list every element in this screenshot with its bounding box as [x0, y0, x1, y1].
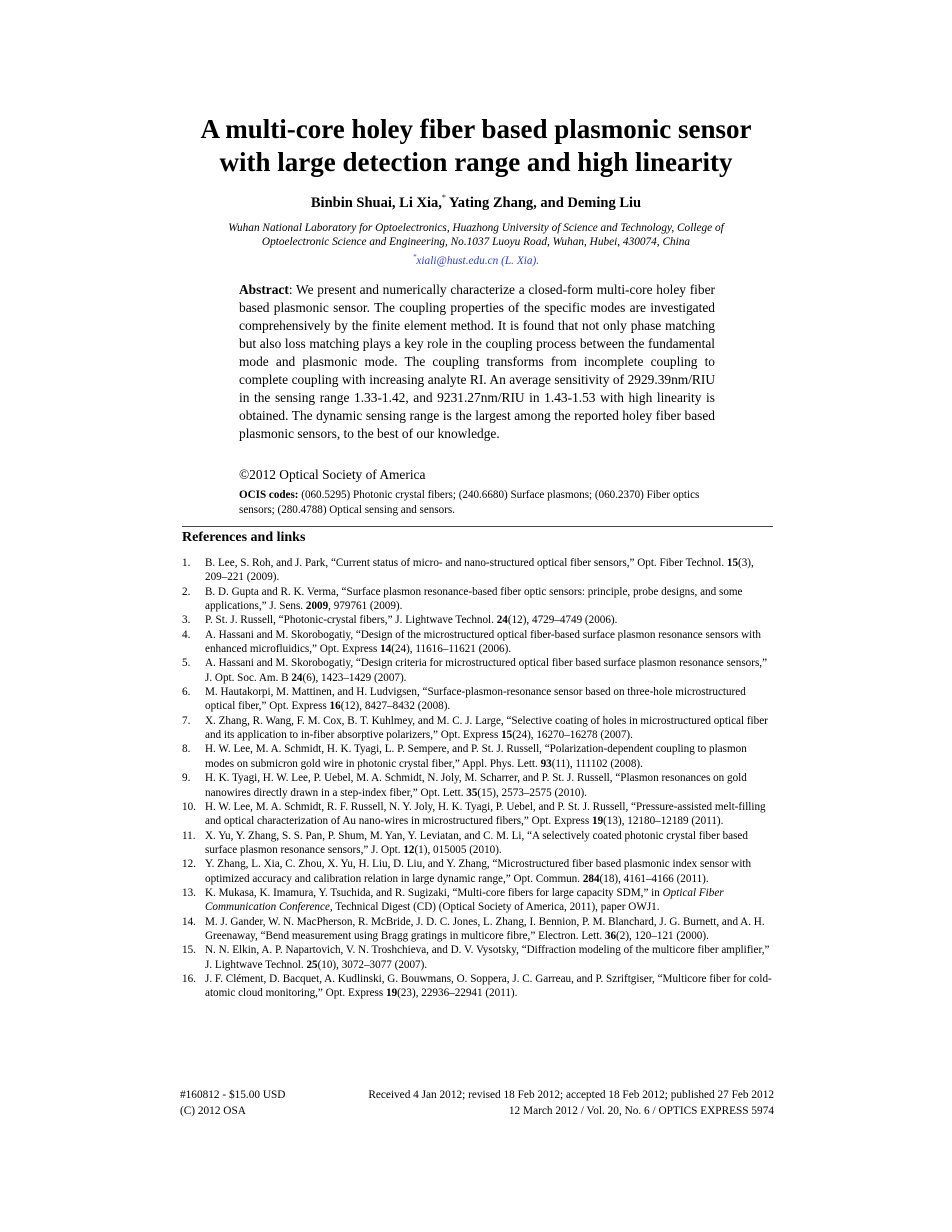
reference-volume: 19	[592, 815, 604, 828]
reference-number: 7.	[182, 714, 191, 727]
reference-tail: (13), 12180–12189 (2011).	[603, 815, 724, 828]
reference-number: 10.	[182, 800, 196, 813]
reference-tail: (6), 1423–1429 (2007).	[302, 671, 407, 684]
reference-tail: (24), 16270–16278 (2007).	[512, 729, 633, 742]
corresponding-mark: *	[441, 193, 446, 202]
reference-item	[182, 829, 774, 858]
reference-volume: 93	[540, 757, 552, 770]
reference-item	[182, 742, 774, 771]
footer-dates: Received 4 Jan 2012; revised 18 Feb 2012; accepted 18 Feb 2012; published 27 Feb 2012	[368, 1089, 774, 1101]
reference-item	[182, 857, 774, 886]
reference-tail: , 979761 (2009).	[328, 600, 403, 613]
page-footer	[180, 1087, 774, 1119]
abstract-text: : We present and numerically characterize a closed-form multi-core holey fiber based plasmonic sensor. The coupling properties of the specific modes are investigated comprehensively by the finite element method. It is found that not only phase matching but also loss matching plays a key role in the coupling process between the fundamental mode and plasmonic mode. The coupling transforms from incomplete coupling to complete coupling with increasing analyte RI. An average sensitivity of 2929.39nm/RIU in the sensing range 1.33-1.42, and 9231.27nm/RIU in 1.43-1.53 with high linearity is obtained. The dynamic sensing range is the largest among the reported holey fiber based plasmonic sensors, to the best of our knowledge.	[239, 282, 715, 441]
reference-item	[182, 943, 774, 972]
reference-number: 15.	[182, 944, 196, 957]
reference-tail: (15), 2573–2575 (2010).	[477, 786, 587, 799]
reference-item	[182, 556, 774, 585]
reference-item	[182, 685, 774, 714]
title-line-1: A multi-core holey fiber based plasmonic sensor	[200, 114, 752, 144]
email-star: *	[412, 252, 417, 261]
reference-item	[182, 886, 774, 915]
reference-item	[182, 656, 774, 685]
reference-number: 4.	[182, 628, 191, 641]
reference-tail: (10), 3072–3077 (2007).	[317, 958, 428, 971]
reference-number: 6.	[182, 686, 191, 699]
authors-part-2: Yating Zhang, and Deming Liu	[445, 195, 642, 211]
reference-number: 5.	[182, 657, 191, 670]
reference-tail: (11), 111102 (2008).	[551, 757, 643, 770]
ocis-text: (060.5295) Photonic crystal fibers; (240.6680) Surface plasmons; (060.2370) Fiber optics sensors; (280.4788) Optical sensing and sensors.	[239, 489, 700, 516]
ocis-codes	[239, 488, 719, 518]
affiliation-line-2: Optoelectronic Science and Engineering, No.1037 Luoyu Road, Wuhan, Hubei, 430074, China	[261, 236, 691, 249]
reference-text: H. K. Tyagi, H. W. Lee, P. Uebel, M. A. Schmidt, N. Joly, M. Scharrer, and P. St. J. Russell, “Plasmon resonances on gold nanowires directly drawn in a step-index fiber,” Opt. Lett.	[205, 772, 747, 799]
reference-item	[182, 628, 774, 657]
reference-text: X. Yu, Y. Zhang, S. S. Pan, P. Shum, M. Yan, Y. Leviatan, and C. M. Li, “A selectively coated photonic crystal fiber based surface plasmon resonance sensors,” J. Opt.	[205, 829, 748, 856]
reference-item	[182, 714, 774, 743]
reference-text: N. N. Elkin, A. P. Napartovich, V. N. Troshchieva, and D. V. Vysotsky, “Diffraction modeling of the multicore fiber amplifier,” J. Lightwave Technol.	[205, 944, 770, 971]
reference-text: B. Lee, S. Roh, and J. Park, “Current status of micro- and nano-structured optical fiber sensors,” Opt. Fiber Technol.	[205, 557, 727, 569]
reference-text: A. Hassani and M. Skorobogatiy, “Design of the microstructured optical fiber-based surface plasmon resonance sensors with enhanced microfluidics,” Opt. Express	[205, 628, 761, 656]
reference-volume: 35	[466, 786, 478, 799]
reference-tail: (23), 22936–22941 (2011).	[397, 987, 518, 1000]
reference-volume: 36	[604, 929, 617, 942]
reference-text: B. D. Gupta and R. K. Verma, “Surface plasmon resonance-based fiber optic sensors: principle, probe designs, and some applications,” J. Sens.	[205, 585, 743, 613]
reference-tail: (2), 120–121 (2000).	[616, 929, 709, 942]
reference-text: Y. Zhang, L. Xia, C. Zhou, X. Yu, H. Liu, D. Liu, and Y. Zhang, “Microstructured fiber based plasmonic index sensor with optimized accuracy and calibration relation in large dynamic range,” Opt. Commun.	[205, 858, 752, 885]
footer-copyright: (C) 2012 OSA	[180, 1105, 246, 1117]
authors-part-1: Binbin Shuai, Li Xia,	[310, 195, 442, 211]
author-list	[150, 195, 802, 212]
abstract-label: Abstract	[239, 282, 289, 297]
reference-item	[182, 800, 774, 829]
reference-text: X. Zhang, R. Wang, F. M. Cox, B. T. Kuhlmey, and M. C. J. Large, “Selective coating of holes in microstructured optical fiber and its application to in-fiber absorptive polarizers,” Opt. Express	[205, 714, 768, 742]
reference-number: 13.	[182, 886, 196, 899]
reference-volume: 14	[380, 643, 392, 656]
ocis-label: OCIS codes:	[239, 489, 299, 501]
reference-tail: Technical Digest (CD) (Optical Society of America, 2011), paper OWJ1.	[332, 901, 660, 914]
reference-number: 2.	[182, 585, 191, 598]
reference-volume: 19	[386, 987, 398, 1000]
reference-number: 8.	[182, 743, 191, 756]
reference-volume: 15	[501, 729, 513, 742]
reference-text: J. F. Clément, D. Bacquet, A. Kudlinski, G. Bouwmans, O. Soppera, J. C. Garreau, and P. Szriftgiser, “Multicore fiber for cold-atomic cloud monitoring,” Opt. Express	[205, 972, 772, 1000]
reference-item	[182, 771, 774, 800]
reference-list	[182, 556, 774, 1001]
reference-tail: (1), 015005 (2010).	[414, 843, 502, 856]
reference-number: 9.	[182, 772, 191, 785]
reference-number: 14.	[182, 915, 196, 928]
reference-volume: 25	[306, 958, 318, 971]
reference-text: P. St. J. Russell, “Photonic-crystal fibers,” J. Lightwave Technol.	[205, 614, 497, 627]
reference-text: M. J. Gander, W. N. MacPherson, R. McBride, J. D. C. Jones, L. Zhang, I. Bennion, P. M. Blanchard, J. G. Burnett, and A. H. Greenaway, “Bend measurement using Bragg gratings in multicore fibre,” Electron. Lett.	[205, 915, 765, 942]
reference-text: K. Mukasa, K. Imamura, Y. Tsuchida, and R. Sugizaki, “Multi-core fibers for large capacity SDM,” in	[205, 886, 663, 899]
reference-number: 3.	[182, 614, 191, 627]
reference-volume: 12	[403, 843, 415, 856]
paper-title	[150, 113, 802, 179]
reference-number: 1.	[182, 557, 191, 569]
reference-volume: 15	[726, 557, 739, 569]
reference-volume: 2009	[305, 600, 329, 613]
footer-journal: 12 March 2012 / Vol. 20, No. 6 / OPTICS EXPRESS 5974	[508, 1105, 774, 1117]
email-line	[185, 250, 767, 268]
reference-text: H. W. Lee, M. A. Schmidt, R. F. Russell, N. Y. Joly, H. K. Tyagi, P. Uebel, and P. St. J. Russell, “Pressure-assisted melt-filling and optical characterization of Au nano-wires in microstructured fibers,” Opt. Express	[205, 800, 766, 828]
reference-item	[182, 972, 774, 1001]
section-divider	[182, 526, 773, 527]
references-heading: References and links	[182, 530, 306, 545]
copyright-notice: ©2012 Optical Society of America	[239, 467, 426, 482]
reference-text: H. W. Lee, M. A. Schmidt, H. K. Tyagi, L. P. Sempere, and P. St. J. Russell, “Polarization-dependent coupling to plasmon modes on submicron gold wire in photonic crystal fiber,” Appl. Phys. Lett.	[205, 743, 747, 770]
affiliation	[185, 221, 767, 268]
reference-item	[182, 915, 774, 944]
reference-tail: (3), 209–221 (2009).	[205, 557, 754, 584]
reference-item	[182, 613, 774, 627]
reference-text: A. Hassani and M. Skorobogatiy, “Design criteria for microstructured optical fiber based surface plasmon resonance sensors,” J. Opt. Soc. Am. B	[205, 657, 768, 684]
reference-volume: 16	[329, 700, 341, 713]
reference-number: 16.	[182, 972, 196, 985]
reference-volume: 24	[291, 671, 303, 684]
reference-italic: Optical Fiber Communication Conference,	[205, 886, 724, 914]
title-line-2: with large detection range and high linearity	[219, 147, 733, 177]
reference-tail: (12), 4729–4749 (2006).	[507, 614, 618, 627]
reference-tail: (24), 11616–11621 (2006).	[391, 643, 512, 656]
reference-item	[182, 585, 774, 614]
email-link[interactable]: xiali@hust.edu.cn (L. Xia).	[416, 254, 540, 267]
reference-tail: (18), 4161–4166 (2011).	[599, 872, 709, 885]
reference-number: 11.	[182, 829, 196, 842]
reference-volume: 284	[582, 872, 600, 885]
reference-number: 12.	[182, 858, 196, 871]
affiliation-line-1: Wuhan National Laboratory for Optoelectronics, Huazhong University of Science and Technology, College of	[228, 222, 724, 234]
footer-article-id: #160812 - $15.00 USD	[180, 1089, 286, 1101]
reference-text: M. Hautakorpi, M. Mattinen, and H. Ludvigsen, “Surface-plasmon-resonance sensor based on three-hole microstructured optical fiber,” Opt. Express	[205, 686, 746, 713]
abstract	[239, 281, 715, 443]
reference-tail: (12), 8427–8432 (2008).	[340, 700, 451, 713]
reference-volume: 24	[496, 614, 508, 627]
